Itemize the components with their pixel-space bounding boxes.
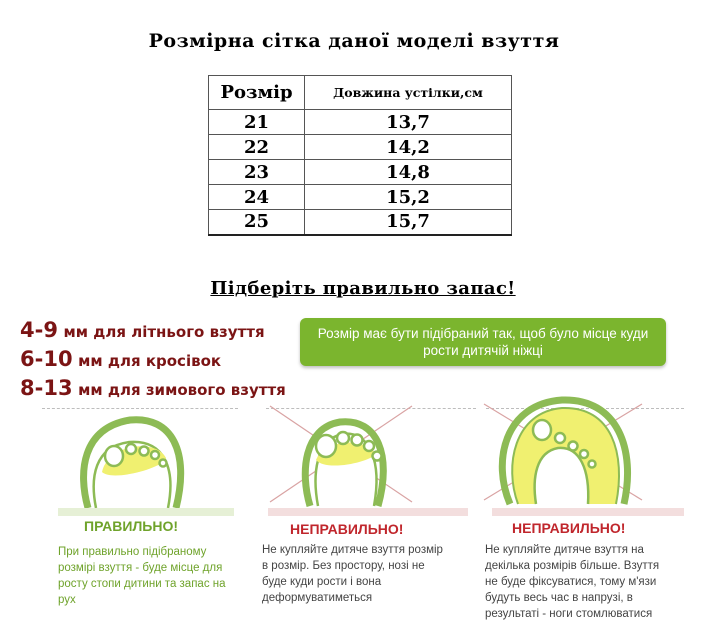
description-line: Не купляйте дитяче взуття розмір	[262, 544, 443, 556]
reserve-range: 6-10	[20, 347, 73, 371]
length-cell: 14,8	[305, 160, 512, 185]
label-bar	[492, 508, 684, 516]
reserve-winter	[20, 376, 286, 400]
length-cell: 15,7	[305, 210, 512, 235]
too-small-description	[262, 542, 443, 606]
description-line: будуть весь час в напрузі, в	[485, 592, 633, 604]
reserve-text: мм для зимового взуття	[78, 381, 286, 399]
description-line: розмірі взуття - буде місце для	[58, 562, 223, 574]
description-line: деформуватиметься	[262, 592, 373, 604]
description-line: буде куди рости і вона	[262, 576, 382, 588]
description-line: рух	[58, 594, 76, 606]
reserve-summer	[20, 318, 265, 342]
description-line: не буде фіксуватися, тому м'язи	[485, 576, 657, 588]
section-subtitle: Підберіть правильно запас!	[210, 278, 516, 299]
reserve-sneakers	[20, 347, 221, 371]
size-column-header: Розмір	[209, 76, 305, 110]
reserve-range: 8-13	[20, 376, 73, 400]
table-row	[209, 185, 512, 210]
page-title: Розмірна сітка даної моделі взуття	[148, 30, 560, 52]
insole-length-column-header: Довжина устілки,см	[305, 76, 512, 110]
size-cell: 25	[209, 210, 305, 235]
length-cell: 15,2	[305, 185, 512, 210]
description-line: Не купляйте дитяче взуття на	[485, 544, 644, 556]
correct-description	[58, 544, 226, 608]
table-row	[209, 135, 512, 160]
verdict-incorrect: НЕПРАВИЛЬНО!	[290, 521, 404, 537]
size-table	[208, 75, 512, 236]
table-row	[209, 110, 512, 135]
too-small-foot-icon	[266, 402, 416, 510]
length-cell: 14,2	[305, 135, 512, 160]
size-cell: 23	[209, 160, 305, 185]
reserve-text: мм для літнього взуття	[63, 323, 265, 341]
size-note-banner: Розмір має бути підібраний так, щоб було місце куди рости дитячій ніжці	[300, 318, 666, 366]
reserve-range: 4-9	[20, 318, 58, 342]
table-row	[209, 160, 512, 185]
label-bar	[268, 508, 468, 516]
too-big-description	[485, 542, 659, 622]
size-table-header	[209, 76, 512, 110]
too-big-foot-icon	[478, 396, 648, 508]
size-cell: 22	[209, 135, 305, 160]
description-line: декілька розмірів більше. Взуття	[485, 560, 660, 572]
description-line: результаті - ноги стомлюватися	[485, 608, 653, 620]
description-line: При правильно підібраному	[58, 546, 207, 558]
size-cell: 24	[209, 185, 305, 210]
length-cell: 13,7	[305, 110, 512, 135]
description-line: росту стопи дитини та запас на	[58, 578, 226, 590]
verdict-incorrect: НЕПРАВИЛЬНО!	[512, 520, 626, 536]
verdict-correct: ПРАВИЛЬНО!	[84, 518, 179, 534]
description-line: в розмір. Без простору, нозі не	[262, 560, 425, 572]
reserve-text: мм для кросівок	[78, 352, 222, 370]
size-cell: 21	[209, 110, 305, 135]
divider	[42, 408, 238, 409]
table-row	[209, 210, 512, 235]
correct-fit-foot-icon	[72, 412, 192, 510]
label-bar	[58, 508, 234, 516]
